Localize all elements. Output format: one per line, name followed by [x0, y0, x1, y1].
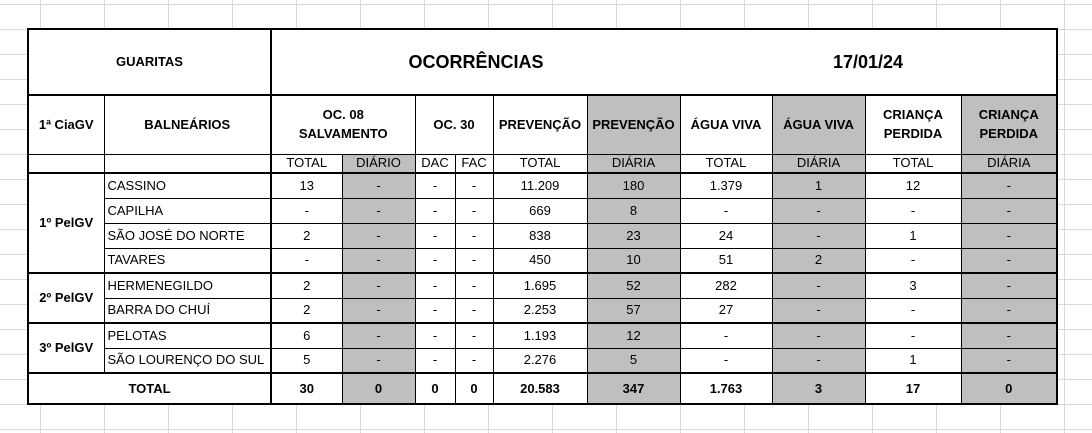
cell: 12	[865, 173, 961, 198]
subheader-oc08-diario: DIÁRIO	[342, 154, 415, 173]
subheader-crianca-diaria: DIÁRIA	[961, 154, 1057, 173]
cell: 11.209	[493, 173, 587, 198]
cell: 450	[493, 248, 587, 273]
occurrences-table	[27, 28, 1058, 405]
cell: 57	[587, 298, 680, 323]
total-cell: 0	[455, 373, 493, 404]
cell: -	[415, 223, 455, 248]
cell: -	[772, 198, 865, 223]
total-cell: 347	[587, 373, 680, 404]
cell: -	[865, 198, 961, 223]
cell: 13	[271, 173, 342, 198]
cell: 12	[587, 323, 680, 348]
cell: -	[961, 298, 1057, 323]
cell: 2	[271, 298, 342, 323]
subheader-crianca-total: TOTAL	[865, 154, 961, 173]
crianca-line1: CRIANÇA	[883, 107, 943, 123]
cell: -	[865, 298, 961, 323]
total-cell: 3	[772, 373, 865, 404]
cell: -	[342, 173, 415, 198]
cell: 5	[271, 348, 342, 373]
cell: 2	[772, 248, 865, 273]
cell: -	[772, 298, 865, 323]
cell: -	[772, 348, 865, 373]
table-row-name: CAPILHA	[104, 198, 271, 223]
cell: -	[342, 298, 415, 323]
balnearios-header: BALNEÁRIOS	[104, 95, 271, 154]
cell: 2.253	[493, 298, 587, 323]
total-cell: 1.763	[680, 373, 772, 404]
table-row-name: SÃO JOSÉ DO NORTE	[104, 223, 271, 248]
table-row-name: TAVARES	[104, 248, 271, 273]
cell: -	[415, 173, 455, 198]
cell: -	[342, 223, 415, 248]
subheader-prev-total: TOTAL	[493, 154, 587, 173]
cell: -	[772, 223, 865, 248]
cia-header: 1ª CiaGV	[28, 95, 104, 154]
cell: 51	[680, 248, 772, 273]
total-cell: 0	[961, 373, 1057, 404]
cell: -	[772, 273, 865, 298]
cell: -	[415, 198, 455, 223]
group-label: 1º PelGV	[28, 173, 104, 273]
cell: 52	[587, 273, 680, 298]
total-cell: 0	[342, 373, 415, 404]
cell: -	[415, 323, 455, 348]
cell: -	[455, 173, 493, 198]
cell: 1.193	[493, 323, 587, 348]
cell: -	[865, 323, 961, 348]
cell: 1.695	[493, 273, 587, 298]
cell: -	[772, 323, 865, 348]
cell: -	[680, 323, 772, 348]
cell: 27	[680, 298, 772, 323]
cell: -	[961, 248, 1057, 273]
cell: -	[865, 248, 961, 273]
cell: 2	[271, 223, 342, 248]
guaritas-header: GUARITAS	[28, 29, 271, 95]
table-row-name: HERMENEGILDO	[104, 273, 271, 298]
cell: 10	[587, 248, 680, 273]
cell: 282	[680, 273, 772, 298]
agua-viva-total-header: ÁGUA VIVA	[680, 95, 772, 154]
oc08-header	[271, 95, 415, 154]
cell: -	[455, 323, 493, 348]
total-cell: 17	[865, 373, 961, 404]
cell: 180	[587, 173, 680, 198]
subheader-oc08-total: TOTAL	[271, 154, 342, 173]
cell: 1	[865, 348, 961, 373]
title-cell: OCORRÊNCIAS	[271, 29, 680, 95]
cell: -	[961, 198, 1057, 223]
table-row-name: PELOTAS	[104, 323, 271, 348]
crianca-diaria-header	[961, 95, 1057, 154]
cell: -	[961, 173, 1057, 198]
cell: -	[415, 348, 455, 373]
oc30-header: OC. 30	[415, 95, 493, 154]
cell: 3	[865, 273, 961, 298]
subheader-agua-diaria: DIÁRIA	[772, 154, 865, 173]
cell: 6	[271, 323, 342, 348]
cell: 838	[493, 223, 587, 248]
cell: -	[455, 248, 493, 273]
subheader-spacer	[104, 154, 271, 173]
subheader-dac: DAC	[415, 154, 455, 173]
subheader-fac: FAC	[455, 154, 493, 173]
oc08-line1: OC. 08	[322, 107, 364, 123]
total-label: TOTAL	[28, 373, 271, 404]
subheader-prev-diaria: DIÁRIA	[587, 154, 680, 173]
cell: 8	[587, 198, 680, 223]
cell: -	[961, 323, 1057, 348]
total-cell: 20.583	[493, 373, 587, 404]
crianca-line2: PERDIDA	[979, 126, 1038, 142]
cell: -	[415, 273, 455, 298]
table-row-name: BARRA DO CHUÍ	[104, 298, 271, 323]
crianca-line2: PERDIDA	[883, 126, 943, 142]
cell: -	[342, 273, 415, 298]
total-cell: 0	[415, 373, 455, 404]
cell: -	[271, 198, 342, 223]
cell: -	[680, 198, 772, 223]
cell: -	[961, 273, 1057, 298]
total-cell: 30	[271, 373, 342, 404]
cell: 24	[680, 223, 772, 248]
cell: -	[415, 298, 455, 323]
cell: -	[455, 273, 493, 298]
cell: 1.379	[680, 173, 772, 198]
group-label: 3º PelGV	[28, 323, 104, 373]
group-label: 2º PelGV	[28, 273, 104, 323]
cell: -	[342, 198, 415, 223]
crianca-line1: CRIANÇA	[978, 107, 1039, 123]
agua-viva-diaria-header: ÁGUA VIVA	[772, 95, 865, 154]
cell: 5	[587, 348, 680, 373]
oc08-line2: SALVAMENTO	[298, 126, 388, 142]
cell: -	[455, 348, 493, 373]
cell: -	[455, 223, 493, 248]
cell: -	[342, 348, 415, 373]
prevencao-diaria-header: PREVENÇÃO	[587, 95, 680, 154]
cell: -	[455, 198, 493, 223]
subheader-agua-total: TOTAL	[680, 154, 772, 173]
crianca-total-header	[865, 95, 961, 154]
cell: -	[271, 248, 342, 273]
table-row-name: CASSINO	[104, 173, 271, 198]
cell: 1	[865, 223, 961, 248]
table-row-name: SÃO LOURENÇO DO SUL	[104, 348, 271, 373]
cell: -	[961, 348, 1057, 373]
cell: -	[342, 248, 415, 273]
date-cell: 17/01/24	[680, 29, 1057, 95]
cell: -	[342, 323, 415, 348]
cell: 1	[772, 173, 865, 198]
cell: -	[415, 248, 455, 273]
prevencao-total-header: PREVENÇÃO	[493, 95, 587, 154]
cell: -	[961, 223, 1057, 248]
cell: 669	[493, 198, 587, 223]
cell: 2	[271, 273, 342, 298]
subheader-spacer	[28, 154, 104, 173]
cell: 2.276	[493, 348, 587, 373]
cell: -	[455, 298, 493, 323]
cell: -	[680, 348, 772, 373]
cell: 23	[587, 223, 680, 248]
